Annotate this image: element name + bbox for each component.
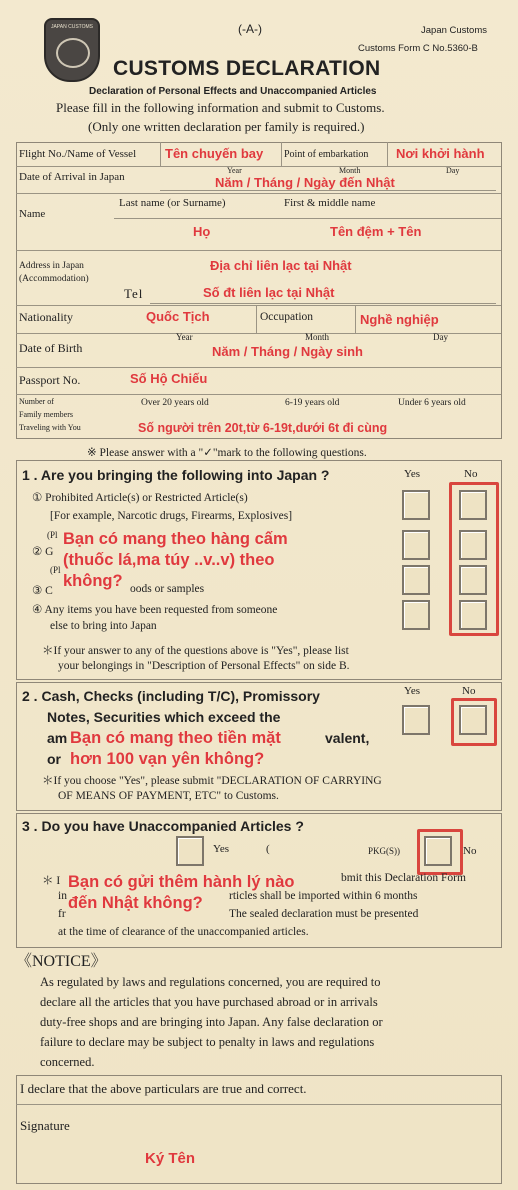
notice-line-2: declare all the articles that you have purchased abroad or in arrivals	[40, 995, 378, 1009]
q1-item-3-no-checkbox[interactable]	[459, 565, 487, 595]
q3-yes-checkbox[interactable]	[176, 836, 204, 866]
q3-yes-label: Yes	[213, 843, 230, 855]
occupation-input[interactable]	[358, 307, 496, 331]
q1-note-2: your belongings in "Description of Personal Effects" on side B.	[58, 660, 350, 672]
question-3-title: 3 . Do you have Unaccompanied Articles ?	[22, 818, 304, 834]
dob-month-label: Month	[305, 332, 330, 342]
embarkation-label: Point of embarkation	[284, 149, 369, 160]
address-input[interactable]	[116, 252, 496, 278]
signature-annotation: Ký Tên	[145, 1150, 196, 1167]
q1-annotation-line-1: Bạn có mang theo hàng cấm	[63, 530, 288, 548]
nationality-annotation: Quốc Tịch	[146, 309, 210, 324]
q1-item-4: ④ Any items you have been requested from someone	[32, 604, 278, 616]
q1-item-3-tail: oods or samples	[130, 583, 205, 595]
tel-label: Tel	[124, 286, 144, 301]
declaration-statement: I declare that the above particulars are true and correct.	[20, 1081, 307, 1096]
q1-item-3-yes-checkbox[interactable]	[402, 565, 430, 595]
q1-item-1-example: [For example, Narcotic drugs, Firearms, Explosives]	[50, 510, 293, 522]
arrival-year-label: Year	[227, 166, 242, 175]
over-20-label: Over 20 years old	[141, 398, 209, 408]
q3-note-1b: bmit this Declaration Form	[341, 872, 466, 884]
instruction-line-2: (Only one written declaration per family is required.)	[88, 119, 365, 134]
address-sub-label: (Accommodation)	[19, 274, 89, 284]
q1-yes-header: Yes	[404, 468, 421, 480]
q3-no-label: No	[463, 845, 477, 857]
q3-note-2b: rticles shall be imported within 6 months	[229, 890, 418, 902]
q1-item-1-no-checkbox[interactable]	[459, 490, 487, 520]
q3-annotation-line-1: Bạn có gửi thêm hành lý nào	[68, 873, 295, 891]
first-name-annotation: Tên đệm + Tên	[330, 224, 422, 239]
q1-annotation-line-2: (thuốc lá,ma túy ..v..v) theo	[63, 551, 275, 569]
q1-note-1: ＊If your answer to any of the questions above is "Yes", please list	[42, 645, 349, 657]
q1-item-2: ② G	[32, 546, 54, 558]
q3-pkg-label: PKG(S))	[368, 846, 401, 856]
q2-annotation-line-2: hơn 100 vạn yên không?	[70, 750, 265, 768]
q1-annotation-line-3: không?	[63, 572, 123, 590]
occupation-annotation: Nghề nghiệp	[360, 312, 439, 327]
q2-no-checkbox[interactable]	[459, 705, 487, 735]
family-count-input[interactable]	[116, 412, 496, 434]
embarkation-input[interactable]	[390, 143, 498, 164]
q1-item-2-yes-checkbox[interactable]	[402, 530, 430, 560]
q3-note-1a: ＊ I	[42, 875, 61, 887]
signature-field[interactable]	[110, 1112, 496, 1176]
first-name-label: First & middle name	[284, 197, 376, 209]
last-name-label: Last name (or Surname)	[119, 197, 226, 209]
dob-label: Date of Birth	[19, 341, 83, 355]
q1-item-2-note-a: (Pl	[47, 530, 58, 540]
q3-note-4: at the time of clearance of the unaccompanied articles.	[58, 926, 309, 938]
dob-input[interactable]	[116, 343, 496, 363]
nationality-label: Nationality	[19, 310, 73, 324]
agency-label: Japan Customs	[421, 25, 488, 36]
arrival-date-label: Date of Arrival in Japan	[19, 171, 125, 183]
q3-no-checkbox[interactable]	[424, 836, 452, 866]
notice-line-4: failure to declare may be subject to penalty in laws and regulations	[40, 1035, 375, 1049]
passport-annotation: Số Hộ Chiếu	[130, 371, 208, 386]
occupation-label: Occupation	[260, 311, 314, 323]
family-label-2: Family members	[19, 410, 73, 419]
answer-instruction: ※ Please answer with a "✓"mark to the following questions.	[87, 447, 367, 459]
question-2-title-line-2: Notes, Securities which exceed the	[47, 709, 281, 725]
signature-label: Signature	[20, 1118, 70, 1133]
arrival-date-input[interactable]	[160, 168, 496, 191]
q1-item-3: ③ C	[32, 585, 53, 597]
under-6-label: Under 6 years old	[398, 398, 466, 408]
q3-note-3b: The sealed declaration must be presented	[229, 908, 419, 920]
q2-note-1: ＊If you choose "Yes", please submit "DECLARATION OF CARRYING	[42, 775, 382, 787]
family-label-1: Number of	[19, 397, 54, 406]
dob-day-label: Day	[433, 332, 448, 342]
form-number: Customs Form C No.5360-B	[358, 43, 478, 54]
notice-line-5: concerned.	[40, 1055, 95, 1069]
tel-annotation: Số đt liên lạc tại Nhật	[203, 285, 335, 300]
q3-note-2a: in	[58, 890, 67, 902]
dob-year-label: Year	[176, 332, 193, 342]
address-label: Address in Japan	[19, 261, 84, 271]
notice-title: 《NOTICE》	[16, 953, 107, 970]
q1-no-header: No	[464, 468, 478, 480]
q2-annotation-line-1: Bạn có mang theo tiền mặt	[70, 729, 281, 747]
name-label: Name	[19, 208, 46, 220]
q1-item-1: ① Prohibited Article(s) or Restricted Article(s)	[32, 492, 248, 504]
family-label-3: Traveling with You	[19, 423, 81, 432]
q1-item-2-no-checkbox[interactable]	[459, 530, 487, 560]
passport-label: Passport No.	[19, 373, 81, 387]
q1-item-1-yes-checkbox[interactable]	[402, 490, 430, 520]
emblem-text: JAPAN CUSTOMS	[50, 24, 94, 30]
q1-item-4-yes-checkbox[interactable]	[402, 600, 430, 630]
arrival-date-annotation: Năm / Tháng / Ngày đến Nhật	[215, 175, 395, 190]
passport-input[interactable]	[116, 369, 496, 391]
family-annotation: Số người trên 20t,từ 6-19t,dưới 6t đi cùng	[138, 421, 388, 435]
dob-annotation: Năm / Tháng / Ngày sinh	[212, 344, 363, 359]
flight-label: Flight No./Name of Vessel	[19, 148, 137, 160]
question-2-title-line-1: 2 . Cash, Checks (including T/C), Promissory	[22, 688, 320, 704]
q2-note-2: OF MEANS OF PAYMENT, ETC" to Customs.	[58, 790, 279, 802]
question-2-title-line-3b: valent,	[325, 730, 370, 746]
question-2-title-line-3a: am	[47, 730, 68, 746]
q3-paren: (	[266, 843, 270, 855]
form-side-label: (-A-)	[238, 22, 262, 36]
instruction-line-1: Please fill in the following information and submit to Customs.	[56, 100, 385, 115]
japan-customs-emblem-icon	[44, 18, 100, 82]
name-input[interactable]	[116, 220, 496, 248]
nationality-input[interactable]	[116, 307, 254, 331]
embarkation-annotation: Nơi khởi hành	[396, 146, 485, 161]
notice-line-1: As regulated by laws and regulations concerned, you are required to	[40, 975, 381, 989]
flight-input[interactable]	[163, 143, 279, 164]
q3-note-3a: fr	[58, 908, 66, 920]
q2-yes-header: Yes	[404, 685, 421, 697]
arrival-month-label: Month	[339, 166, 361, 175]
notice-line-3: duty-free shops and are bringing into Japan. Any false declaration or	[40, 1015, 383, 1029]
arrival-day-label: Day	[446, 166, 460, 175]
q2-yes-checkbox[interactable]	[402, 705, 430, 735]
question-2-title-line-4a: or	[47, 751, 61, 767]
q3-annotation-line-2: đến Nhật không?	[68, 894, 203, 912]
form-title: CUSTOMS DECLARATION	[113, 57, 381, 80]
q1-item-4-cont: else to bring into Japan	[50, 620, 157, 632]
last-name-annotation: Họ	[193, 224, 211, 239]
q1-item-2-note-b: (Pl	[50, 565, 61, 575]
form-subtitle: Declaration of Personal Effects and Unaccompanied Articles	[89, 86, 377, 97]
address-annotation: Địa chỉ liên lạc tại Nhật	[210, 258, 352, 273]
tel-input[interactable]	[150, 283, 496, 304]
q2-no-header: No	[462, 685, 476, 697]
flight-annotation: Tên chuyến bay	[165, 146, 264, 161]
question-1-title: 1 . Are you bringing the following into Japan ?	[22, 467, 330, 483]
q1-item-4-no-checkbox[interactable]	[459, 600, 487, 630]
age-6-19-label: 6-19 years old	[285, 398, 340, 408]
